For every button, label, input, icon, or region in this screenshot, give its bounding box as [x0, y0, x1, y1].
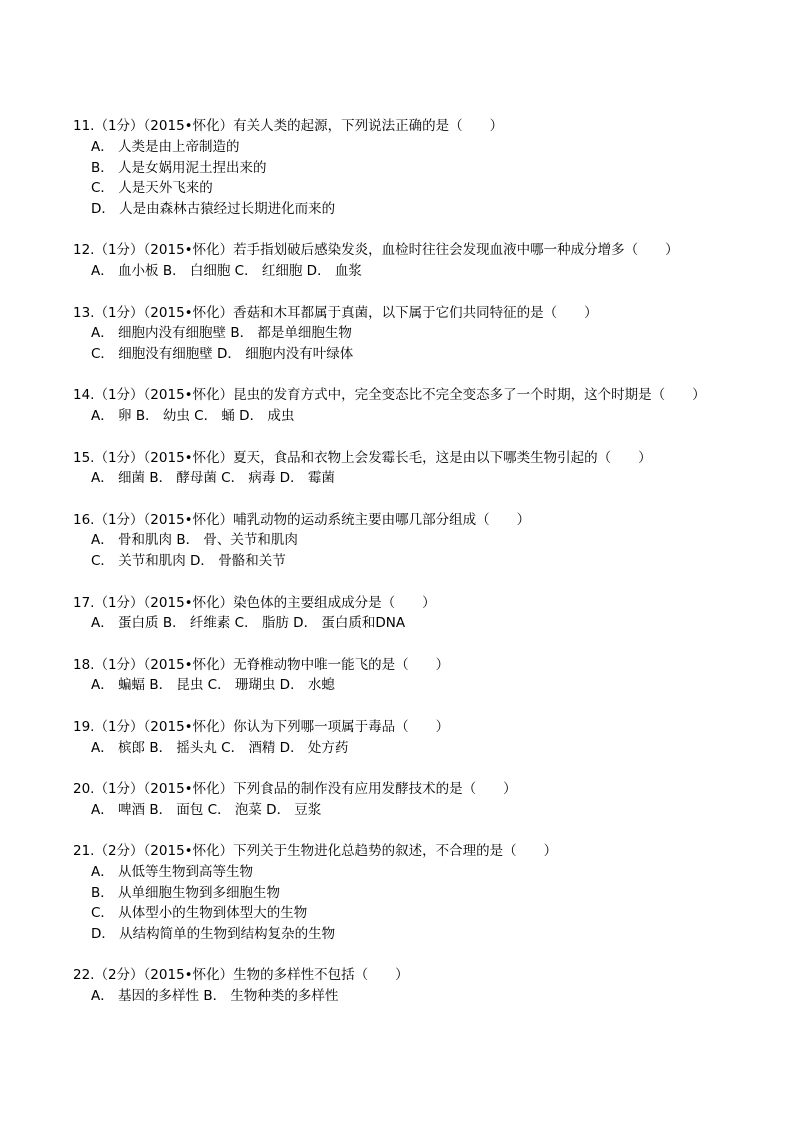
question-stem: 11.（1分）（2015•怀化）有关人类的起源，下列说法正确的是（ ）	[73, 118, 504, 134]
question-item	[73, 116, 753, 220]
answer-options-line: A． 蝙蝠 B． 昆虫 C． 珊瑚虫 D． 水螅	[91, 677, 335, 694]
question-stem: 21.（2分）（2015•怀化）下列关于生物进化总趋势的叙述，不合理的是（ ）	[73, 842, 558, 859]
question-stem: 14.（1分）（2015•怀化）昆虫的发育方式中，完全变态比不完全变态多了一个时期，这个时期是（ ）	[73, 387, 706, 404]
answer-options-line: C． 关节和肌肉 D． 骨骼和关节	[91, 553, 286, 570]
question-item	[73, 240, 753, 282]
answer-options-line: C． 人是天外飞来的	[91, 180, 213, 197]
question-item	[73, 448, 753, 490]
question-item	[73, 655, 753, 697]
answer-options-line: A． 槟郎 B． 摇头丸 C． 酒精 D． 处方药	[91, 739, 349, 756]
question-item	[73, 593, 753, 635]
answer-options-line: A． 从低等生物到高等生物	[91, 863, 254, 880]
question-item	[73, 303, 753, 365]
answer-options-line: A． 细胞内没有细胞壁 B． 都是单细胞生物	[91, 325, 352, 342]
question-item	[73, 779, 753, 821]
answer-options-line: A． 基因的多样性 B． 生物种类的多样性	[91, 988, 339, 1005]
question-stem: 12.（1分）（2015•怀化）若手指划破后感染发炎，血检时往往会发现血液中哪一种成分增多（ ）	[73, 242, 679, 259]
question-item	[73, 841, 753, 945]
answer-options-line: A． 血小板 B． 白细胞 C． 红细胞 D． 血浆	[91, 263, 362, 280]
question-stem: 22.（2分）（2015•怀化）生物的多样性不包括（ ）	[73, 967, 409, 984]
question-item	[73, 510, 753, 572]
answer-options-line: D． 人是由森林古猿经过长期进化而来的	[91, 201, 336, 218]
question-item	[73, 717, 753, 759]
question-stem: 16.（1分）（2015•怀化）哺乳动物的运动系统主要由哪几部分组成（ ）	[73, 511, 531, 528]
answer-options-line: A． 骨和肌肉 B． 骨、关节和肌肉	[91, 532, 298, 549]
answer-options-line: C． 从体型小的生物到体型大的生物	[91, 905, 308, 922]
question-stem: 18.（1分）（2015•怀化）无脊椎动物中唯一能飞的是（ ）	[73, 656, 450, 673]
answer-options-line: A． 蛋白质 B． 纤维素 C． 脂肪 D． 蛋白质和DNA	[91, 615, 406, 632]
answer-options-line: A． 人类是由上帝制造的	[91, 138, 240, 155]
question-stem: 19.（1分）（2015•怀化）你认为下列哪一项属于毒品（ ）	[73, 718, 450, 735]
answer-options-line: A． 细菌 B． 酵母菌 C． 病毒 D． 霉菌	[91, 470, 335, 487]
question-stem: 15.（1分）（2015•怀化）夏天，食品和衣物上会发霉长毛，这是由以下哪类生物引起的（ ）	[73, 449, 652, 466]
answer-options-line: D． 从结构简单的生物到结构复杂的生物	[91, 926, 336, 943]
question-stem: 13.（1分）（2015•怀化）香菇和木耳都属于真菌，以下属于它们共同特征的是（ ）	[73, 304, 598, 321]
question-stem: 17.（1分）（2015•怀化）染色体的主要组成成分是（ ）	[73, 594, 436, 611]
answer-options-line: A． 啤酒 B． 面包 C． 泡菜 D． 豆浆	[91, 801, 322, 818]
answer-options-line: B． 从单细胞生物到多细胞生物	[91, 884, 281, 901]
question-list	[73, 116, 753, 1028]
answer-options-line: B． 人是女娲用泥土捏出来的	[91, 159, 267, 176]
question-item	[73, 965, 753, 1007]
answer-options-line: C． 细胞没有细胞壁 D． 细胞内没有叶绿体	[91, 346, 354, 363]
question-stem: 20.（1分）（2015•怀化）下列食品的制作没有应用发酵技术的是（ ）	[73, 780, 517, 797]
answer-options-line: A． 卵 B． 幼虫 C． 蛹 D． 成虫	[91, 408, 295, 425]
question-item	[73, 385, 753, 427]
